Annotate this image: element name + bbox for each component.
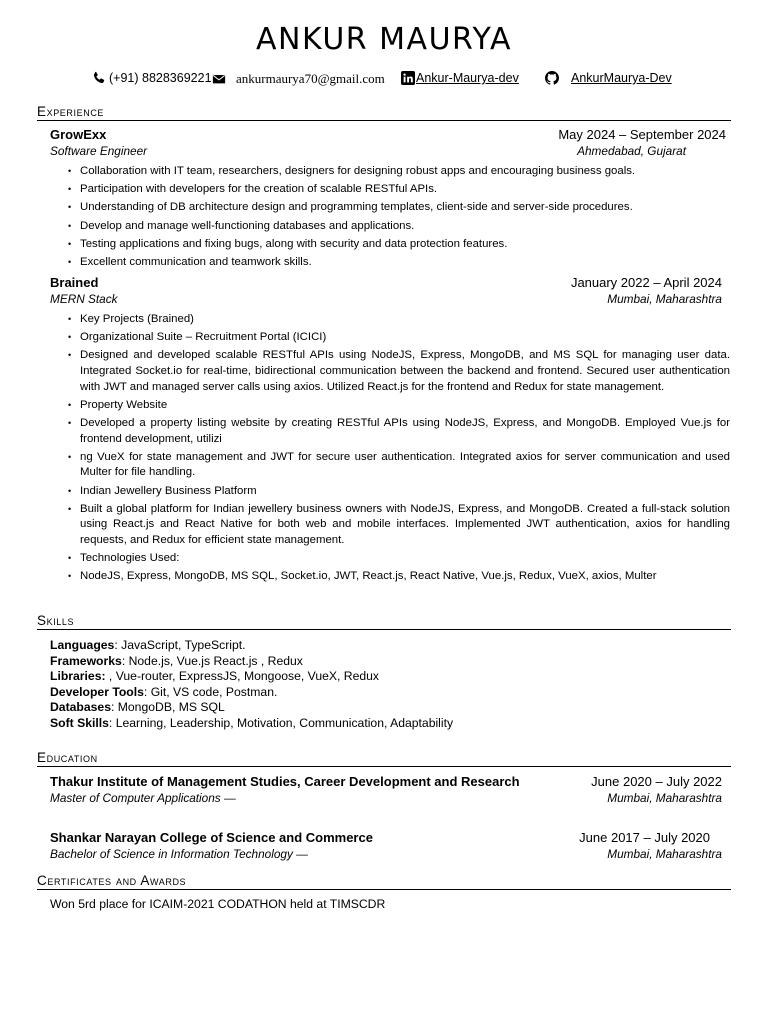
education-dates: June 2020 – July 2022 xyxy=(591,774,722,789)
education-location: Mumbai, Maharashtra xyxy=(607,791,722,805)
education-entry xyxy=(50,830,722,865)
school-name: Shankar Narayan College of Science and Commerce xyxy=(50,830,373,845)
github-link[interactable]: AnkurMaurya-Dev xyxy=(571,71,672,85)
list-item: • Participation with developers for the creation of scalable RESTful APIs. xyxy=(67,182,730,198)
job-dates: January 2022 – April 2024 xyxy=(570,275,722,290)
list-item: • Collaboration with IT team, researchers, designers for designing robust apps and encouraging business goals. xyxy=(67,164,730,180)
section-title-skills: Skills xyxy=(37,613,731,630)
list-item: • Indian Jewellery Business Platform xyxy=(67,484,730,500)
company-name: Brained xyxy=(50,275,99,290)
job-location: Ahmedabad, Gujarat xyxy=(577,144,686,158)
job-role: Software Engineer xyxy=(50,144,148,158)
skill-line: Frameworks: Node.js, Vue.js React.js , Redux xyxy=(50,653,303,668)
education-location: Mumbai, Maharashtra xyxy=(607,847,722,861)
candidate-name: ANKUR MAURYA xyxy=(256,22,512,57)
list-item: • ng VueX for state management and JWT for secure user authentication. Integrated axios for server communication and used Multer for file handling. xyxy=(67,450,730,481)
experience-bullets xyxy=(67,164,730,273)
experience-entry xyxy=(50,127,726,162)
degree: Bachelor of Science in Information Technology — xyxy=(50,847,308,861)
skill-line: Libraries: , Vue-router, ExpressJS, Mongoose, VueX, Redux xyxy=(50,669,380,683)
email-contact[interactable] xyxy=(212,71,385,87)
company-name: GrowExx xyxy=(50,127,107,142)
list-item: • Develop and manage well-functioning databases and applications. xyxy=(67,219,730,235)
experience-bullets xyxy=(67,312,730,587)
list-item: • Property Website xyxy=(67,398,730,414)
section-title-experience: Experience xyxy=(37,104,731,121)
list-item: • NodeJS, Express, MongoDB, MS SQL, Socket.io, JWT, React.js, React Native, Vue.js, Redux, VueX, axios, Multer xyxy=(67,569,730,585)
github-icon xyxy=(545,71,559,85)
job-role: MERN Stack xyxy=(50,292,118,306)
education-entry xyxy=(50,774,722,809)
section-title-education: Education xyxy=(37,750,731,767)
email-address: ankurmaurya70@gmail.com xyxy=(236,71,385,86)
list-item: • Built a global platform for Indian jewellery business owners with NodeJS, Express, and MongoDB. Created a full-stack solution using React.js and React Native for both web and mobile interfaces. Implemented JWT authentication, axios for handling requests, and Redux for efficient state management. xyxy=(67,502,730,549)
school-name: Thakur Institute of Management Studies, Career Development and Research xyxy=(50,774,520,789)
list-item: • Understanding of DB architecture design and programming templates, client-side and server-side procedures. xyxy=(67,200,730,216)
education-dates: June 2017 – July 2020 xyxy=(579,830,710,845)
skill-line: Databases: MongoDB, MS SQL xyxy=(50,700,225,714)
certificate-item: Won 5rd place for ICAIM-2021 CODATHON held at TIMSCDR xyxy=(50,897,386,911)
job-dates: May 2024 – September 2024 xyxy=(558,127,726,142)
skill-line: Languages: JavaScript, TypeScript. xyxy=(50,638,246,652)
contact-bar xyxy=(0,71,768,91)
linkedin-icon xyxy=(401,71,415,85)
phone-number: (+91) 8828369221 xyxy=(109,71,212,85)
job-location: Mumbai, Maharashtra xyxy=(607,292,722,306)
list-item: • Designed and developed scalable RESTful APIs using NodeJS, Express, MongoDB, and MS SQL for managing user data. Integrated Socket.io for real-time, bidirectional communication between the backend and frontend. Secured user authentication with JWT and managed server calls using axios. Utilized React.js for the frontend and Redux for state management. xyxy=(67,348,730,395)
skill-line: Developer Tools: Git, VS code, Postman. xyxy=(50,684,278,699)
phone-contact[interactable] xyxy=(92,71,212,85)
envelope-icon xyxy=(212,72,226,86)
degree: Master of Computer Applications — xyxy=(50,791,236,805)
linkedin-link[interactable]: Ankur-Maurya-dev xyxy=(416,71,519,85)
experience-entry xyxy=(50,275,722,310)
skills-list xyxy=(50,638,730,731)
phone-icon xyxy=(92,71,106,85)
list-item: • Key Projects (Brained) xyxy=(67,312,730,328)
list-item: • Technologies Used: xyxy=(67,551,730,567)
section-title-certificates: Certificates and Awards xyxy=(37,873,731,890)
github-contact[interactable] xyxy=(545,71,672,85)
list-item: • Testing applications and fixing bugs, along with security and data protection features. xyxy=(67,237,730,253)
list-item: • Organizational Suite – Recruitment Portal (ICICI) xyxy=(67,330,730,346)
list-item: • Developed a property listing website by creating RESTful APIs using NodeJS, Express, and MongoDB. Employed Vue.js for frontend development, utilizi xyxy=(67,416,730,447)
list-item: • Excellent communication and teamwork skills. xyxy=(67,255,730,271)
linkedin-contact[interactable] xyxy=(401,71,519,85)
skill-line: Soft Skills: Learning, Leadership, Motivation, Communication, Adaptability xyxy=(50,715,454,730)
